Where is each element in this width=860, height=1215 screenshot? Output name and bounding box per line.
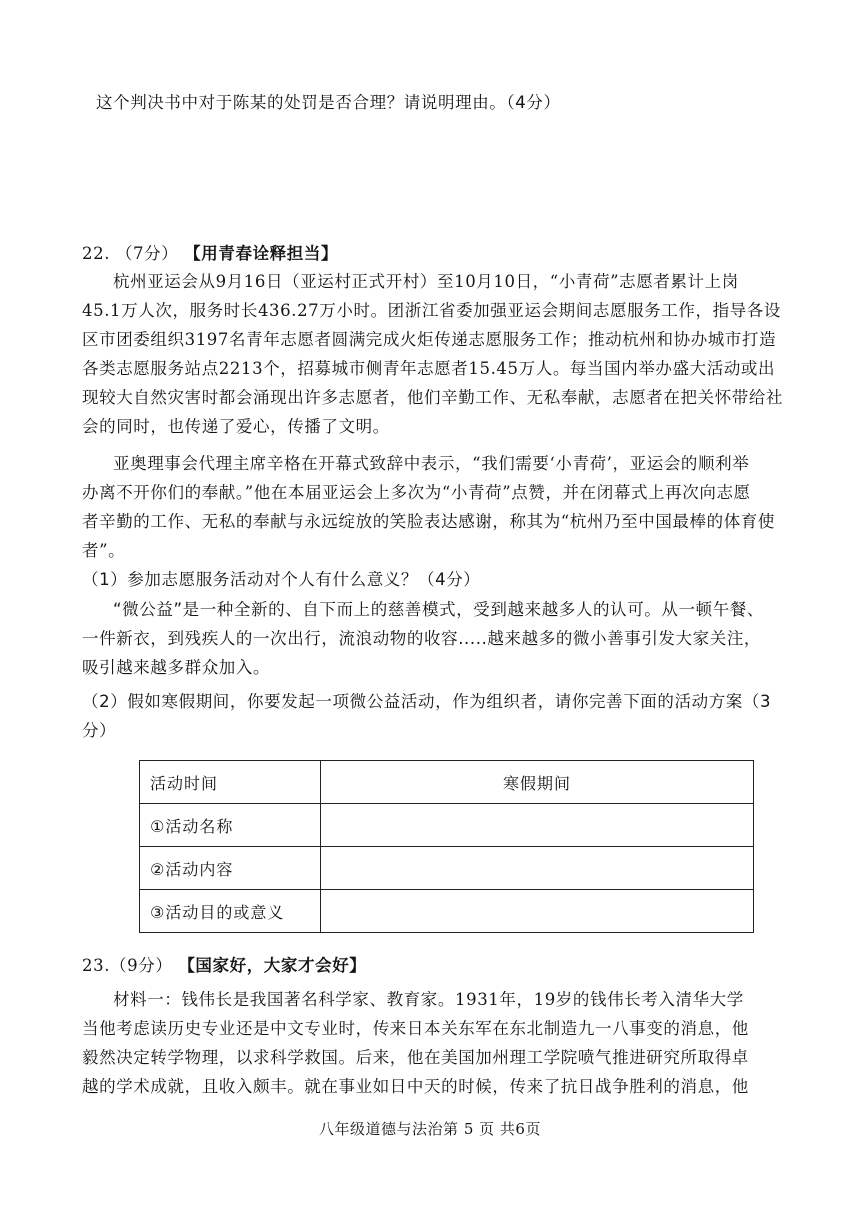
table-cell-label: ③活动目的或意义 <box>140 890 321 933</box>
q22-sub2-line: （2）假如寒假期间，你要发起一项微公益活动，作为组织者，请你完善下面的活动方案（3 <box>82 692 772 711</box>
q22-para2-line: 亚奥理事会代理主席辛格在开幕式致辞中表示，“我们需要‘小青荷’，亚运会的顺利举 <box>113 454 750 473</box>
answer-cell[interactable] <box>321 804 754 847</box>
table-row <box>140 847 754 890</box>
q23-number: 23. <box>82 956 111 975</box>
q22-para1-line: 区市团委组织3197名青年志愿者圆满完成火炬传递志愿服务工作；推动杭州和协办城市打造 <box>82 330 777 349</box>
table-row <box>140 890 754 933</box>
table-cell-label: 活动时间 <box>140 761 321 804</box>
q22-para2-line: 者辛勤的工作、无私的奉献与永远绽放的笑脸表达感谢，称其为“杭州乃至中国最棒的体育使 <box>82 512 776 531</box>
q22-header <box>82 243 338 265</box>
q22-para1-line: 会的同时，也传递了爱心，传播了文明。 <box>82 417 390 436</box>
q22-score: （7分） <box>115 244 179 263</box>
q22-sub1: （1）参加志愿服务活动对个人有什么意义？（4分） <box>82 570 481 589</box>
q22-para1-line: 现较大自然灾害时都会涌现出许多志愿者，他们辛勤工作、无私奉献，志愿者在把关怀带给社 <box>82 388 784 407</box>
q22-para1-line: 45.1万人次，服务时长436.27万小时。团浙江省委加强亚运会期间志愿服务工作，指导各设 <box>82 301 781 320</box>
answer-cell[interactable] <box>321 890 754 933</box>
page-footer: 八年级道德与法治第 5 页 共6页 <box>319 1120 541 1138</box>
table-cell-value: 寒假期间 <box>321 761 754 804</box>
answer-cell[interactable] <box>321 847 754 890</box>
q23-para1-line: 当他考虑读历史专业还是中文专业时，传来日本关东军在东北制造九一八事变的消息，他 <box>82 1019 749 1038</box>
table-row <box>140 804 754 847</box>
table-cell-label: ②活动内容 <box>140 847 321 890</box>
q23-para1-line: 越的学术成就，且收入颇丰。就在事业如日中天的时候，传来了抗日战争胜利的消息，他 <box>82 1077 749 1096</box>
q22-para1-line: 杭州亚运会从9月16日（亚运村正式开村）至10月10日，“小青荷”志愿者累计上岗 <box>113 272 739 291</box>
q22-para3-line: “微公益”是一种全新的、自下而上的慈善模式，受到越来越多人的认可。从一顿午餐、 <box>113 600 764 619</box>
q22-para2-line: 办离不开你们的奉献。”他在本届亚运会上多次为“小青荷”点赞，并在闭幕式上再次向志愿 <box>82 483 751 502</box>
q23-header <box>82 955 366 977</box>
q22-para2-line: 者”。 <box>82 541 126 560</box>
table-cell-label: ①活动名称 <box>140 804 321 847</box>
q22-para1-line: 各类志愿服务站点2213个，招募城市侧青年志愿者15.45万人。每当国内举办盛大活动或出 <box>82 359 776 378</box>
q22-number: 22. <box>82 244 111 263</box>
q22-title: 【用青春诠释担当】 <box>184 244 339 263</box>
activity-plan-table <box>139 760 754 933</box>
q21-question-tail: 这个判决书中对于陈某的处罚是否合理？请说明理由。（4分） <box>96 93 561 112</box>
q22-para3-line: 一件新衣，到残疾人的一次出行，流浪动物的收容.....越来越多的微小善事引发大家关注， <box>82 629 762 648</box>
q23-para1-line: 材料一：钱伟长是我国著名科学家、教育家。1931年，19岁的钱伟长考入清华大学 <box>113 990 744 1009</box>
q22-para3-line: 吸引越来越多群众加入。 <box>82 658 271 677</box>
q23-para1-line: 毅然决定转学物理，以求科学救国。后来，他在美国加州理工学院喷气推进研究所取得卓 <box>82 1048 749 1067</box>
q23-title: 【国家好，大家才会好】 <box>178 956 367 975</box>
table-row <box>140 761 754 804</box>
q23-score: （9分） <box>110 956 173 975</box>
q22-sub2-line: 分） <box>82 721 117 740</box>
